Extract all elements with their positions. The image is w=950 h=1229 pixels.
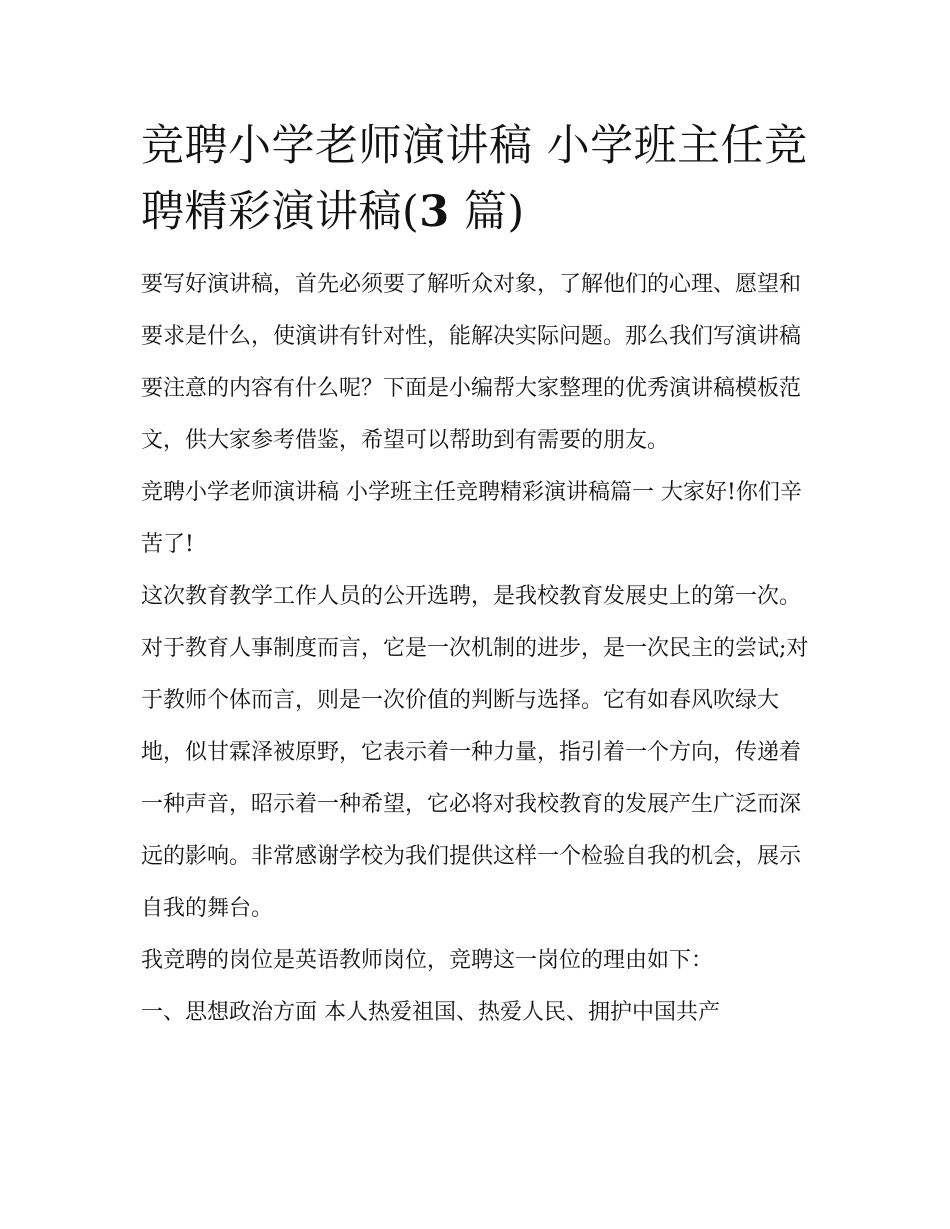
title-text-start: 竞聘小学老师演讲稿 小学班主任竞聘精彩演讲稿( [141,121,808,237]
section-heading-paragraph: 一、思想政治方面 本人热爱祖国、热爱人民、拥护中国共产 [141,1000,720,1025]
title-number: 3 [419,187,450,237]
speech-opening-paragraph: 竞聘小学老师演讲稿 小学班主任竞聘精彩演讲稿篇一 大家好!你们辛苦了! [141,480,802,557]
document-title [141,113,813,245]
intro-paragraph: 要写好演讲稿，首先必须要了解听众对象，了解他们的心理、愿望和要求是什么，使演讲有针对性，能解决实际问题。那么我们写演讲稿要注意的内容有什么呢？下面是小编帮大家整理的优秀演讲稿模板范文，供大家参考借鉴，希望可以帮助到有需要的朋友。 [141,272,802,453]
title-text-end: 篇) [449,187,525,237]
position-reason-paragraph: 我竞聘的岗位是英语教师岗位，竞聘这一岗位的理由如下： [141,948,714,973]
document-body [141,113,813,1039]
speech-body-paragraph: 这次教育教学工作人员的公开选聘，是我校教育发展史上的第一次。对于教育人事制度而言，它是一次机制的进步，是一次民主的尝试;对于教师个体而言，则是一次价值的判断与选择。它有如春风吹绿大地，似甘霖泽被原野，它表示着一种力量，指引着一个方向，传递着一种声音，昭示着一种希望，它必将对我校教育的发展产生广泛而深远的影响。非常感谢学校为我们提供这样一个检验自我的机会，展示自我的舞台。 [141,584,809,921]
